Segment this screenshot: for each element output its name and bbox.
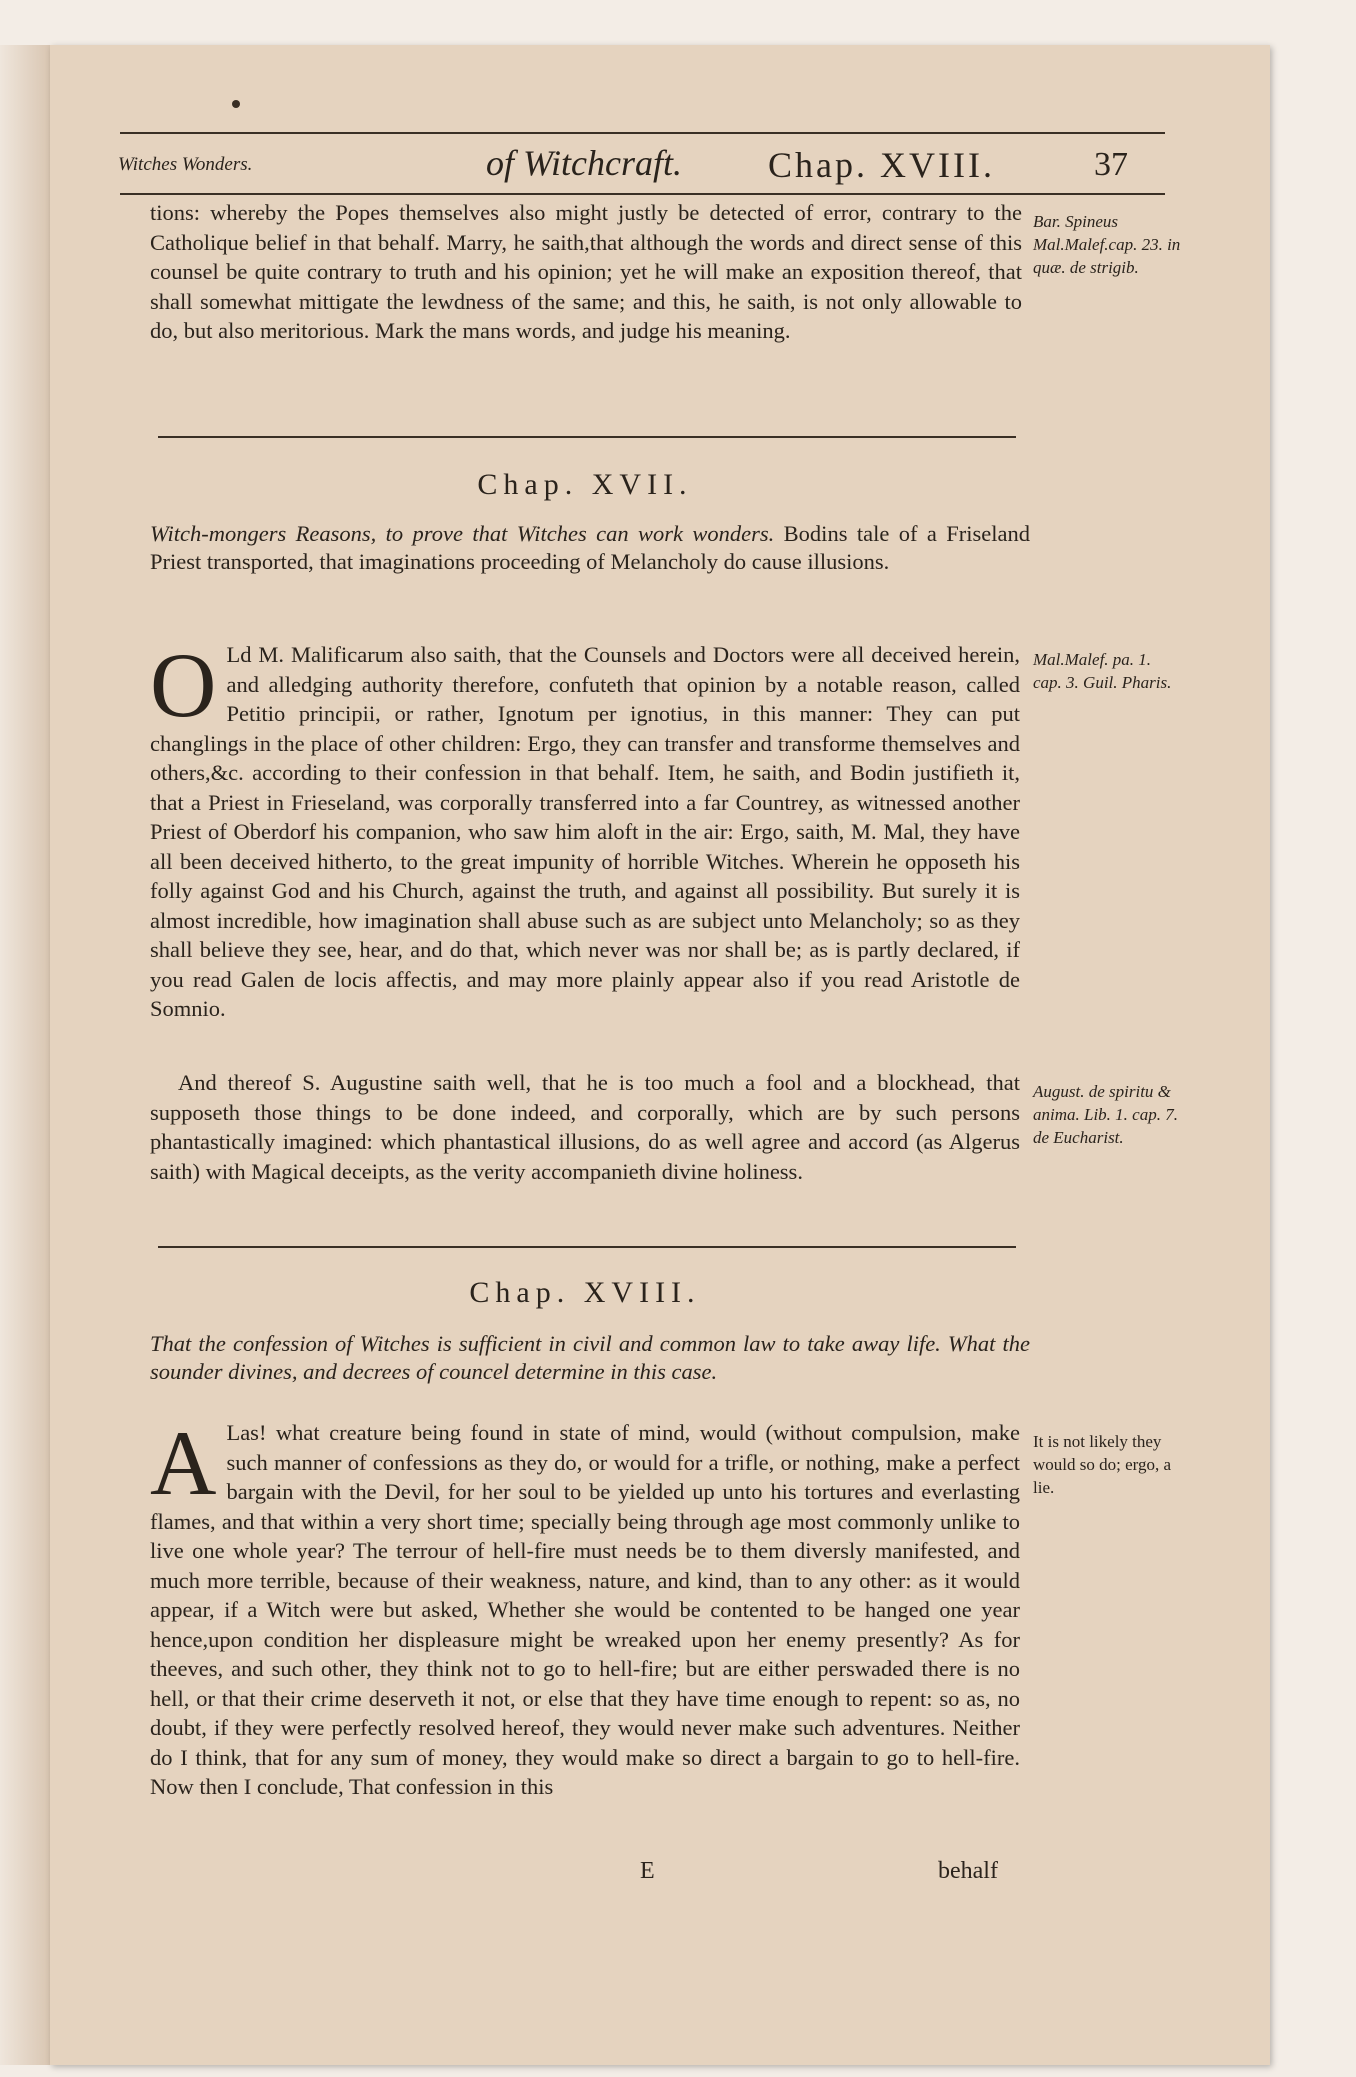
chapter-17-summary: [150, 520, 1030, 576]
chapter-18-summary: That the confession of Witches is sufficient in civil and common law to take away life. What the sounder divines, and decrees of councel determine in this case.: [150, 1331, 1030, 1384]
chapter-18-paragraph-1-text: Las! what creature being found in state of mind, would (without compulsion, make such manner of confessions as they do, or would for a trifle, or nothing, make a perfect bargain with the Devil, for her soul to be yielded up unto his tortures and everlasting flames, and that within a very short time; specially being through age most commonly unlike to live one whole year? The terrour of hell-fire must needs be to them diversly manifested, and much more terrible, because of their weakness, nature, and kind, than to any other: as it would appear, if a Witch were but asked, Whether she would be contented to be hanged one year hence,upon condition her displeasure might be wreaked upon her enemy presently? As for theeves, and such other, they think not to go to hell-fire; but are either perswaded there is no hell, or that their crime deserveth it not, or else that they have time enough to repent: so as, no doubt, if they were perfectly resolved hereof, they would never make such adventures. Neither do I think, that for any sum of money, they would make so direct a bargain to go to hell-fire. Now then I conclude, That confession in this: [150, 1420, 1020, 1799]
chapter-18-title: Chap. XVIII.: [469, 1276, 701, 1309]
margin-note-malef: Mal.Malef. pa. 1. cap. 3. Guil. Pharis.: [1033, 650, 1172, 692]
continuation-text: tions: whereby the Popes themselves also might justly be detected of error, contrary to the Catholique belief in that behalf. Marry, he saith,that although the words and direct sense of this counsel be quite contrary to truth and his opinion; yet he will make an exposition thereof, that shall somewhat mittigate the lewdness of the same; and this, he saith, is not only allowable to do, but also meritorious. Mark the mans words, and judge his meaning.: [150, 200, 1022, 343]
chapter-17-title: Chap. XVII.: [477, 468, 693, 501]
drop-cap-a: A: [150, 1412, 217, 1514]
catchword: behalf: [938, 1858, 998, 1884]
header-chapter: Chap. XVIII.: [768, 145, 995, 185]
margin-note-august: August. de spiritu & anima. Lib. 1. cap. 7. de Eucharist.: [1033, 1082, 1178, 1147]
section-divider: [158, 436, 1016, 438]
page-number: 37: [1094, 146, 1128, 183]
signature-mark: E: [640, 1858, 655, 1884]
running-header: [0, 140, 1356, 194]
chapter-17-summary-part1: Witch-mongers Reasons, to prove that Witches can work wonders.: [150, 521, 775, 546]
chapter-17-paragraph-2-text: And thereof S. Augustine saith well, that he is too much a fool and a blockhead, that supposeth those things to be done indeed, and corporally, which are by such persons phantastically imagined: which phantastical illusions, do as well agree and accord (as Algerus saith) with Magical deceipts, as the verity accompanieth divine holiness.: [150, 1070, 1020, 1184]
header-left-title: Witches Wonders.: [118, 154, 253, 175]
header-center-title: of Witchcraft.: [486, 143, 682, 183]
chapter-17-paragraph-2: [150, 1068, 1020, 1186]
book-spine: [0, 45, 50, 2065]
section-divider-2: [158, 1246, 1016, 1248]
margin-note-not-likely: It is not likely they would so do; ergo, a lie.: [1033, 1432, 1172, 1497]
printer-mark: [232, 100, 240, 108]
header-rule-bottom: [120, 193, 1165, 195]
chapter-17-summary-part2: Bodins tale of a Friseland Priest transported, that imaginations proceeding of Melancholy do cause illusions.: [150, 521, 1030, 574]
drop-cap-o: O: [150, 634, 217, 736]
continuation-paragraph: [150, 198, 1022, 346]
chapter-17-paragraph-1: [150, 634, 1020, 1024]
chapter-18-paragraph-1: [150, 1412, 1020, 1802]
chapter-17-paragraph-1-text: Ld M. Malificarum also saith, that the Counsels and Doctors were all deceived herein, and alledging authority therefore, confuteth that opinion by a notable reason, called Petitio principii, or rather, Ignotum per ignotius, in this manner: They can put changlings in the place of other children: Ergo, they can transfer and transforme themselves and others,&c. according to their confession in that behalf. Item, he saith, and Bodin justifieth it, that a Priest in Frieseland, was corporally transferred into a far Countrey, as witnessed another Priest of Oberdorf his companion, who saw him aloft in the air: Ergo, saith, M. Mal, they have all been deceived hitherto, to the great impunity of horrible Witches. Wherein he opposeth his folly against God and his Church, against the truth, and against all possibility. But surely it is almost incredible, how imagination shall abuse such as are subject unto Melancholy; so as they shall believe they see, hear, and do that, which never was nor shall be; as is partly declared, if you read Galen de locis affectis, and may more plainly appear also if you read Aristotle de Somnio.: [150, 642, 1020, 1021]
header-rule-top: [120, 132, 1165, 134]
margin-note-spineus: Bar. Spineus Mal.Malef.cap. 23. in quæ. de strigib.: [1033, 212, 1181, 277]
